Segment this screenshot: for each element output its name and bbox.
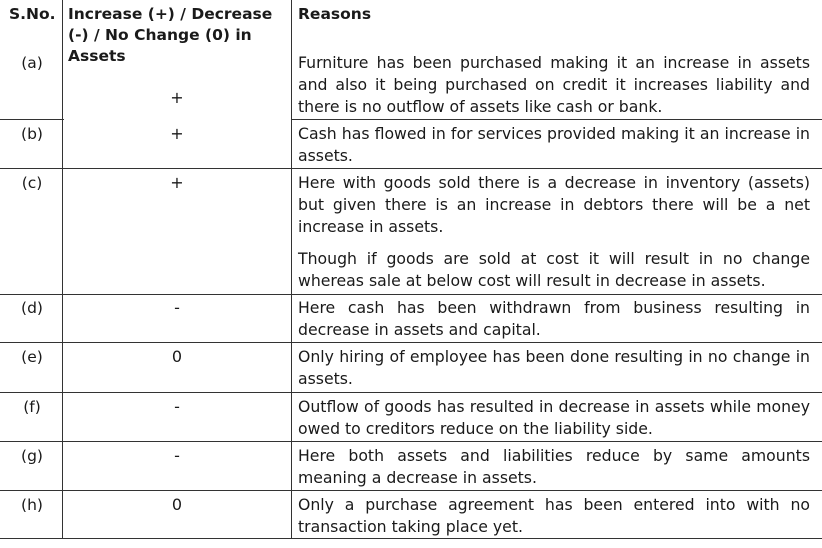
row-sign: 0 xyxy=(171,347,183,366)
row-reason-note: Though if goods are sold at cost it will result in no change whereas sale at below cost will result in decrease in assets. xyxy=(298,249,810,290)
row-sno: (c) xyxy=(21,174,43,192)
row-sign: 0 xyxy=(171,495,183,514)
row-sign: + xyxy=(170,173,184,192)
row-sno: (d) xyxy=(21,299,43,317)
row-sign: + xyxy=(170,124,184,143)
row-sno: (a) xyxy=(21,54,43,72)
row-reason: Here both assets and liabilities reduce by same amounts meaning a decrease in assets. xyxy=(298,446,810,487)
row-reason: Only a purchase agreement has been entered into with no transaction taking place yet. xyxy=(298,495,810,536)
row-divider xyxy=(0,441,822,442)
row-divider xyxy=(0,168,822,169)
row-reason: Here with goods sold there is a decrease in inventory (assets) but given there is an increase in debtors there will be a net increase in assets. xyxy=(298,173,810,236)
row-divider xyxy=(0,392,822,393)
row-divider xyxy=(0,342,822,343)
header-sno: S.No. xyxy=(9,5,56,23)
row-divider xyxy=(0,119,64,120)
row-divider xyxy=(0,490,822,491)
row-sno: (h) xyxy=(21,496,43,514)
row-sno: (b) xyxy=(21,125,43,143)
row-sno: (g) xyxy=(21,447,43,465)
row-sign: + xyxy=(170,88,184,107)
header-change: Increase (+) / Decrease (-) / No Change (0) in Assets xyxy=(68,5,273,65)
row-sign: - xyxy=(174,446,180,465)
row-divider xyxy=(291,119,822,120)
row-sign: - xyxy=(174,298,180,317)
row-divider xyxy=(0,294,822,295)
row-reason: Cash has flowed in for services provided making it an increase in assets. xyxy=(298,124,810,165)
row-reason: Furniture has been purchased making it an increase in assets and also it being purchased on credit it increases liability and there is no outflow of assets like cash or bank. xyxy=(298,53,810,116)
row-reason: Here cash has been withdrawn from business resulting in decrease in assets and capital. xyxy=(298,298,810,339)
row-reason: Outflow of goods has resulted in decrease in assets while money owed to creditors reduce on the liability side. xyxy=(298,397,810,438)
row-sign: - xyxy=(174,397,180,416)
column-divider xyxy=(291,0,292,538)
header-reasons: Reasons xyxy=(298,5,372,23)
row-sno: (e) xyxy=(21,348,43,366)
row-sno: (f) xyxy=(23,398,41,416)
table-bottom-border xyxy=(0,538,822,539)
row-reason: Only hiring of employee has been done resulting in no change in assets. xyxy=(298,347,810,388)
